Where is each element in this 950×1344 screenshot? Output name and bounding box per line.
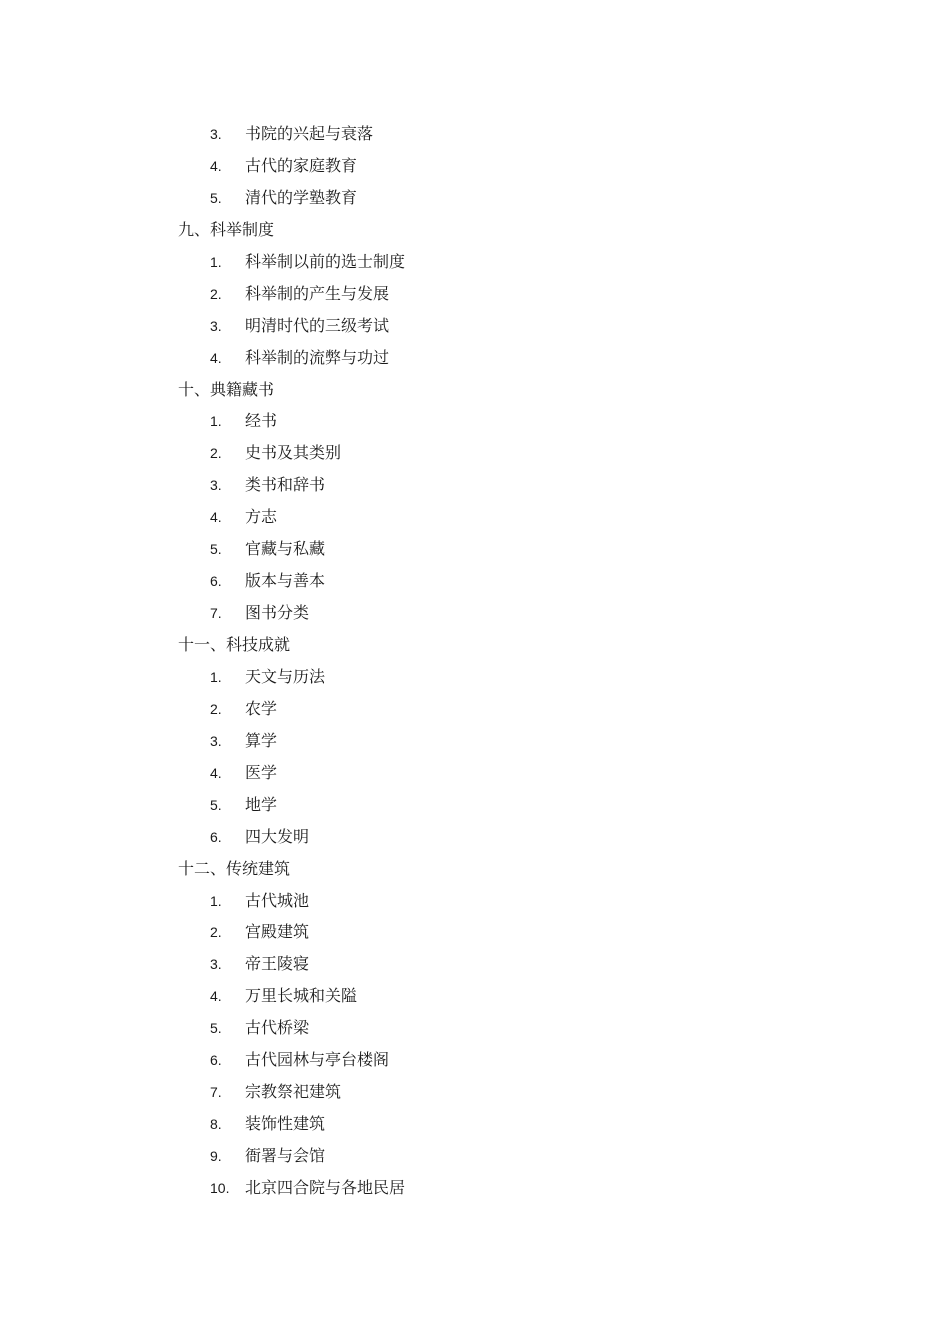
list-item: [0, 916, 950, 948]
list-item-number: 4.: [210, 988, 222, 1005]
list-item-number: 2.: [210, 700, 222, 717]
list-item-number: 7.: [210, 1084, 222, 1101]
list-item-number: 1.: [210, 413, 222, 430]
list-item: [0, 437, 950, 469]
list-item: [0, 182, 950, 214]
list-item: [0, 342, 950, 374]
list-item-text: 古代城池: [245, 890, 310, 910]
list-item: [0, 1108, 950, 1140]
list-item-number: 5.: [210, 1020, 222, 1037]
list-item-text: 宫殿建筑: [245, 922, 310, 942]
list-item-text: 科举制的产生与发展: [245, 283, 390, 303]
list-item-number: 3.: [210, 126, 222, 142]
list-item-number: 4.: [210, 349, 222, 366]
list-item: [0, 1140, 950, 1172]
list-item-text: 方志: [245, 507, 278, 527]
list-item-text: 算学: [245, 730, 278, 750]
list-item-text: 医学: [245, 762, 278, 782]
list-item-text: 天文与历法: [245, 666, 326, 686]
list-item-number: 10.: [210, 1179, 230, 1196]
list-item-text: 清代的学塾教育: [245, 187, 358, 207]
list-item-text: 装饰性建筑: [245, 1114, 326, 1134]
list-item-text: 科举制的流弊与功过: [245, 347, 390, 367]
list-item: [0, 725, 950, 757]
list-item-text: 地学: [245, 794, 278, 814]
list-item-text: 古代园林与亭台楼阁: [245, 1050, 390, 1070]
list-item: [0, 1012, 950, 1044]
list-item-text: 经书: [245, 411, 278, 431]
list-item: [0, 885, 950, 917]
list-item-text: 农学: [245, 698, 278, 718]
list-item-text: 宗教祭祀建筑: [245, 1082, 342, 1102]
list-item-number: 6.: [210, 1052, 222, 1069]
list-item-number: 2.: [210, 285, 222, 302]
list-item: [0, 1044, 950, 1076]
list-item: [0, 948, 950, 980]
list-item: [0, 310, 950, 342]
list-item-text: 史书及其类别: [245, 443, 342, 463]
section-heading: 九、科举制度: [178, 219, 275, 239]
list-item-text: 科举制以前的选士制度: [245, 251, 406, 271]
list-item: [0, 1076, 950, 1108]
list-item-text: 版本与善本: [245, 571, 326, 591]
list-item: [0, 501, 950, 533]
list-item: [0, 118, 950, 150]
list-item: [0, 597, 950, 629]
list-item-number: 4.: [210, 509, 222, 526]
list-item-text: 古代的家庭教育: [245, 155, 358, 175]
document-page: [0, 118, 950, 1204]
list-item-text: 图书分类: [245, 603, 310, 623]
list-item-text: 明清时代的三级考试: [245, 315, 390, 335]
section-heading: 十二、传统建筑: [178, 858, 291, 878]
list-item: [0, 821, 950, 853]
list-item-number: 9.: [210, 1148, 222, 1164]
list-item: [0, 757, 950, 789]
section-heading: 十、典籍藏书: [178, 379, 275, 399]
list-item-number: 6.: [210, 828, 222, 845]
list-item-number: 6.: [210, 573, 222, 590]
list-item: [0, 469, 950, 501]
list-item-text: 书院的兴起与衰落: [245, 124, 374, 143]
list-item: [0, 246, 950, 278]
list-item: [0, 661, 950, 693]
list-item: [0, 980, 950, 1012]
list-item-text: 衙署与会馆: [245, 1146, 326, 1165]
list-item-number: 7.: [210, 605, 222, 622]
list-item-number: 1.: [210, 253, 222, 270]
list-item: [0, 405, 950, 437]
list-item-number: 3.: [210, 732, 222, 749]
list-item-text: 类书和辞书: [245, 475, 326, 495]
list-item-number: 5.: [210, 541, 222, 558]
list-item-text: 古代桥梁: [245, 1018, 310, 1038]
list-item: [0, 150, 950, 182]
list-item: [0, 565, 950, 597]
list-item-number: 4.: [210, 157, 222, 174]
list-item-number: 1.: [210, 892, 222, 909]
list-item-number: 1.: [210, 668, 222, 685]
list-item-text: 北京四合院与各地民居: [245, 1177, 406, 1197]
list-item-number: 5.: [210, 189, 222, 206]
list-item-number: 3.: [210, 477, 222, 494]
list-item-number: 5.: [210, 796, 222, 813]
section-heading: 十一、科技成就: [178, 635, 291, 654]
list-item-number: 2.: [210, 445, 222, 462]
list-item-number: 3.: [210, 956, 222, 973]
list-item: [0, 533, 950, 565]
list-item-number: 8.: [210, 1116, 222, 1133]
list-item: [0, 1172, 950, 1204]
list-item-text: 四大发明: [245, 826, 310, 846]
list-item: [0, 278, 950, 310]
list-item-text: 万里长城和关隘: [245, 986, 358, 1006]
list-item-text: 官藏与私藏: [245, 539, 326, 559]
list-item-number: 2.: [210, 924, 222, 941]
list-item: [0, 693, 950, 725]
list-item-text: 帝王陵寝: [245, 954, 310, 974]
list-item-number: 4.: [210, 764, 222, 781]
list-item: [0, 789, 950, 821]
list-item-number: 3.: [210, 317, 222, 334]
